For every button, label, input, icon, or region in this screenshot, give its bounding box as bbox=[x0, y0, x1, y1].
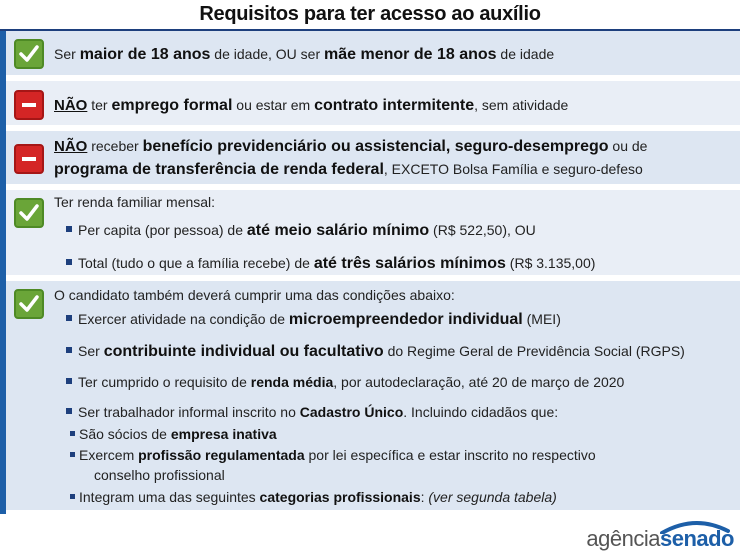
page-title: Requisitos para ter acesso ao auxílio bbox=[199, 3, 541, 25]
sub-condition-empresa-inativa: São sócios de empresa inativa bbox=[70, 424, 277, 444]
requirement-text: NÃO ter emprego formal ou estar em contrato intermitente, sem atividade bbox=[54, 97, 569, 114]
check-icon bbox=[14, 289, 44, 319]
minus-icon bbox=[14, 144, 44, 174]
requirement-row-conditions bbox=[6, 281, 740, 513]
condition-mei: Exercer atividade na condição de microempreendedor individual (MEI) bbox=[66, 309, 561, 330]
sub-condition-categorias: Integram uma das seguintes categorias profissionais: (ver segunda tabela) bbox=[70, 487, 557, 507]
requirement-text: Ser maior de 18 anos de idade, OU ser mãe menor de 18 anos de idade bbox=[54, 46, 555, 63]
requirement-row-employment bbox=[6, 81, 740, 128]
minus-icon bbox=[14, 90, 44, 120]
agencia-senado-logo: agênciasenado bbox=[586, 526, 734, 556]
requirement-row-income bbox=[6, 190, 740, 278]
sub-condition-profissao: Exercem profissão regulamentada por lei específica e estar inscrito no respectivo bbox=[70, 445, 596, 465]
condition-cadastro-unico: Ser trabalhador informal inscrito no Cadastro Único. Incluindo cidadãos que: bbox=[66, 402, 558, 422]
income-intro: Ter renda familiar mensal: bbox=[54, 194, 216, 210]
condition-rgps: Ser contribuinte individual ou facultativo do Regime Geral de Previdência Social (RGPS) bbox=[66, 341, 685, 362]
logo-arc-icon bbox=[660, 520, 730, 534]
income-item-total: Total (tudo o que a família recebe) de até três salários mínimos (R$ 3.135,00) bbox=[66, 253, 595, 274]
requirement-row-age bbox=[6, 31, 740, 78]
sub-condition-profissao-line2: conselho profissional bbox=[94, 467, 225, 483]
income-item-per-capita: Per capita (por pessoa) de até meio salário mínimo (R$ 522,50), OU bbox=[66, 220, 536, 241]
requirement-row-benefits bbox=[6, 131, 740, 187]
check-icon bbox=[14, 39, 44, 69]
requirement-text: NÃO receber benefício previdenciário ou assistencial, seguro-desemprego ou de bbox=[54, 138, 648, 155]
check-icon bbox=[14, 198, 44, 228]
requirement-text-line2: programa de transferência de renda federal, EXCETO Bolsa Família e seguro-defeso bbox=[54, 161, 643, 178]
condition-renda-media: Ter cumprido o requisito de renda média, por autodeclaração, até 20 de março de 2020 bbox=[66, 372, 624, 392]
conditions-intro: O candidato também deverá cumprir uma das condições abaixo: bbox=[54, 287, 455, 303]
